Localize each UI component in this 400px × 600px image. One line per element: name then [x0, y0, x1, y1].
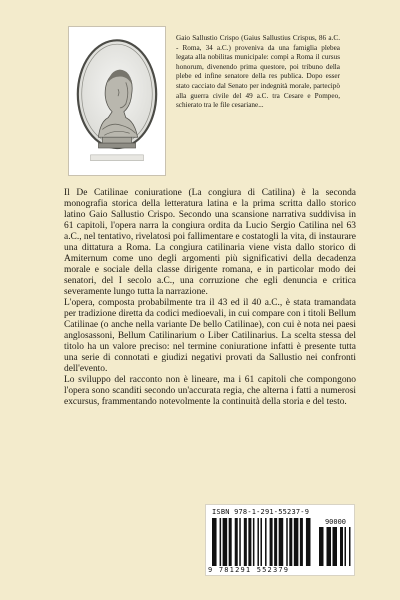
barcode-bar: [223, 518, 228, 566]
isbn-barcode: [205, 504, 355, 576]
description-paragraph-1: Il De Catilinae coniuratione (La congiura di Catilina) è la seconda monografia storica della letteratura latina e la prima scritta dallo storico latino Gaio Sallustio Crispo. Secondo una scansione narrativa suddivisa in 61 capitoli, l'opera narra la congiura ordita da Lucio Sergio Catilina nel 63 a.C., nel tentativo, rivelatosi poi fallimentare e costatogli la vita, di instaurare una dittatura a Roma. La congiura catilinaria viene vista dallo storico di Amiternum come uno degli argomenti più significativi della decadenza morale e sociale della classe dirigente romana, e in particolar modo dei senatori, del I secolo a.C., una corruzione che egli denuncia e critica severamente lungo tutta la narrazione.: [64, 188, 356, 297]
author-portrait: [68, 26, 166, 176]
barcode-bar: [327, 527, 332, 566]
barcode-bar: [274, 518, 277, 566]
ean-barcode-bars: [212, 518, 312, 566]
barcode-bar: [345, 527, 347, 566]
addon-barcode-bars: [319, 527, 352, 566]
barcode-bar: [294, 518, 299, 566]
barcode-bar: [244, 518, 247, 566]
barcode-bar: [300, 518, 303, 566]
author-portrait-engraving: [69, 27, 165, 175]
barcode-bar: [248, 518, 251, 566]
description-paragraph-2: L'opera, composta probabilmente tra il 43 ed il 40 a.C., è stata tramandata per tradizione diretta da codici medioevali, in cui compare con i titoli Bellum Catilinae (o anche nella variante De bello Catilinae), con cui è nota nei paesi anglosassoni, Bellum Catilinarium o Liber Catilinarius. La scelta stessa del titolo ha un valore preciso: nel termine coniuratione infatti è presente tutta una serie di connotati e giudizi negativi provati da Sallustio nei confronti dell'evento.: [64, 298, 356, 374]
barcode-bar: [235, 518, 238, 566]
barcode-bar: [319, 527, 324, 566]
barcode-bar: [260, 518, 262, 566]
ean-digits: 9 781291 552379: [208, 566, 290, 574]
isbn-label: ISBN 978-1-291-55237-9: [212, 508, 310, 516]
barcode-bar: [286, 518, 288, 566]
addon-code: 90000: [324, 518, 347, 526]
barcode-bar: [289, 518, 292, 566]
barcode-bar: [306, 518, 311, 566]
barcode-bar: [265, 518, 267, 566]
barcode-bar: [253, 518, 255, 566]
barcode-bar: [279, 518, 284, 566]
description-paragraph-3: Lo sviluppo del racconto non è lineare, ma i 61 capitoli che compongono l'opera sono scanditi secondo un'accurata regia, che alterna i fatti a numerosi excursus, frammentando notevolmente la continuità della storia e del testo.: [64, 375, 356, 407]
barcode-bar: [270, 518, 273, 566]
barcode-bar: [257, 518, 259, 566]
barcode-bar: [340, 527, 343, 566]
barcode-bar: [229, 518, 232, 566]
author-bio: Gaio Sallustio Crispo (Gaius Sallustius Crispus, 86 a.C. - Roma, 34 a.C.) proveniva da una famiglia plebea legata alla nobilitas municipale: compì a Roma il cursus honorum, divenendo prima questore, poi tribuno della plebe ed infine senatore della res publica. Dopo esser stato cacciato dal Senato per indegnità morale, partecipò alla guerra civile del 49 a.C. tra Cesare e Pompeo, schierato tra le file cesariane...: [176, 34, 340, 110]
barcode-bar: [212, 518, 217, 566]
barcode-bar: [333, 527, 338, 566]
barcode-bar: [239, 518, 241, 566]
barcode-bar: [220, 518, 222, 566]
book-description: [64, 188, 356, 408]
barcode-bar: [349, 527, 351, 566]
